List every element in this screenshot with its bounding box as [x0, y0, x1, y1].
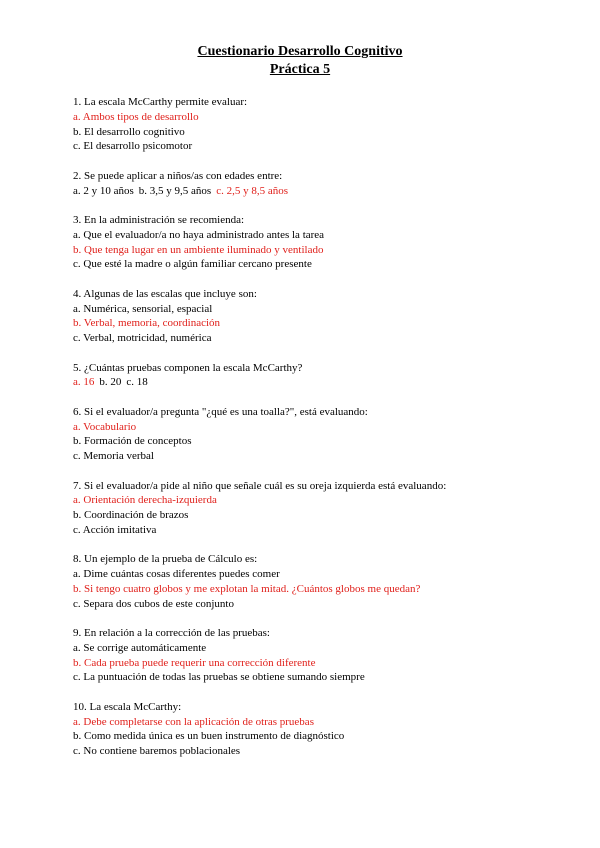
- page-title: Cuestionario Desarrollo Cognitivo: [197, 44, 403, 59]
- question-text: 6. Si el evaluador/a pregunta "¿qué es una toalla?", está evaluando:: [73, 405, 368, 418]
- page-subtitle: Práctica 5: [269, 62, 331, 77]
- question-block: [73, 287, 573, 346]
- question-text: 4. Algunas de las escalas que incluye son:: [73, 287, 257, 300]
- answer-option-correct: a. Orientación derecha-izquierda: [73, 494, 217, 507]
- question-text: 9. En relación a la corrección de las pruebas:: [73, 627, 270, 640]
- answer-option: c. Acción imitativa: [73, 523, 157, 536]
- answer-options-row: [73, 375, 573, 390]
- answer-option-correct: a. 16: [73, 376, 95, 389]
- answer-option: b. El desarrollo cognitivo: [73, 125, 185, 138]
- question-text: 7. Si el evaluador/a pide al niño que señale cuál es su oreja izquierda está evaluando:: [73, 479, 447, 492]
- question-text: 3. En la administración se recomienda:: [73, 213, 245, 226]
- answer-option: b. Formación de conceptos: [73, 435, 192, 448]
- answer-option: c. Memoria verbal: [73, 450, 154, 463]
- answer-option: a. 2 y 10 años: [73, 184, 134, 197]
- answer-option: b. Coordinación de brazos: [73, 509, 189, 522]
- question-text: 2. Se puede aplicar a niños/as con edades entre:: [73, 169, 283, 182]
- question-text: 1. La escala McCarthy permite evaluar:: [73, 96, 248, 108]
- answer-option: c. No contiene baremos poblacionales: [73, 745, 241, 758]
- answer-option: c. La puntuación de todas las pruebas se obtiene sumando siempre: [73, 671, 365, 684]
- question-block: [73, 405, 573, 464]
- question-text: 5. ¿Cuántas pruebas componen la escala McCarthy?: [73, 361, 303, 374]
- question-text: 8. Un ejemplo de la prueba de Cálculo es:: [73, 553, 258, 566]
- question-block: [73, 95, 573, 154]
- answer-option: a. Numérica, sensorial, espacial: [73, 302, 213, 315]
- answer-option-correct: a. Ambos tipos de desarrollo: [73, 110, 199, 123]
- question-block: [73, 361, 573, 391]
- answer-option: b. Como medida única es un buen instrumento de diagnóstico: [73, 730, 345, 743]
- question-block: [73, 700, 573, 759]
- answer-option: c. El desarrollo psicomotor: [73, 140, 193, 153]
- answer-option: b. 3,5 y 9,5 años: [138, 184, 212, 197]
- question-block: [73, 552, 573, 611]
- question-text: 10. La escala McCarthy:: [73, 700, 182, 713]
- answer-option-correct: b. Cada prueba puede requerir una corrección diferente: [73, 656, 316, 669]
- question-block: [73, 213, 573, 272]
- answer-option: a. Se corrige automáticamente: [73, 641, 207, 654]
- answer-options-row: [73, 184, 573, 199]
- answer-option-correct: b. Verbal, memoria, coordinación: [73, 317, 221, 330]
- answer-option: b. 20: [99, 376, 122, 389]
- question-block: [73, 479, 573, 538]
- question-block: [73, 626, 573, 685]
- answer-option-correct: c. 2,5 y 8,5 años: [216, 184, 289, 197]
- answer-option: a. Dime cuántas cosas diferentes puedes comer: [73, 568, 280, 581]
- question-block: [73, 169, 573, 199]
- answer-option-correct: b. Si tengo cuatro globos y me explotan la mitad. ¿Cuántos globos me quedan?: [73, 582, 421, 595]
- question-list: [73, 95, 573, 774]
- answer-option-correct: b. Que tenga lugar en un ambiente iluminado y ventilado: [73, 243, 324, 256]
- answer-option: c. Verbal, motricidad, numérica: [73, 332, 212, 345]
- answer-option-correct: a. Vocabulario: [73, 420, 137, 433]
- answer-option: a. Que el evaluador/a no haya administrado antes la tarea: [73, 228, 325, 241]
- answer-option: c. 18: [126, 376, 148, 389]
- answer-option: c. Que esté la madre o algún familiar cercano presente: [73, 258, 312, 271]
- answer-option: c. Separa dos cubos de este conjunto: [73, 597, 234, 610]
- answer-option-correct: a. Debe completarse con la aplicación de otras pruebas: [73, 715, 314, 728]
